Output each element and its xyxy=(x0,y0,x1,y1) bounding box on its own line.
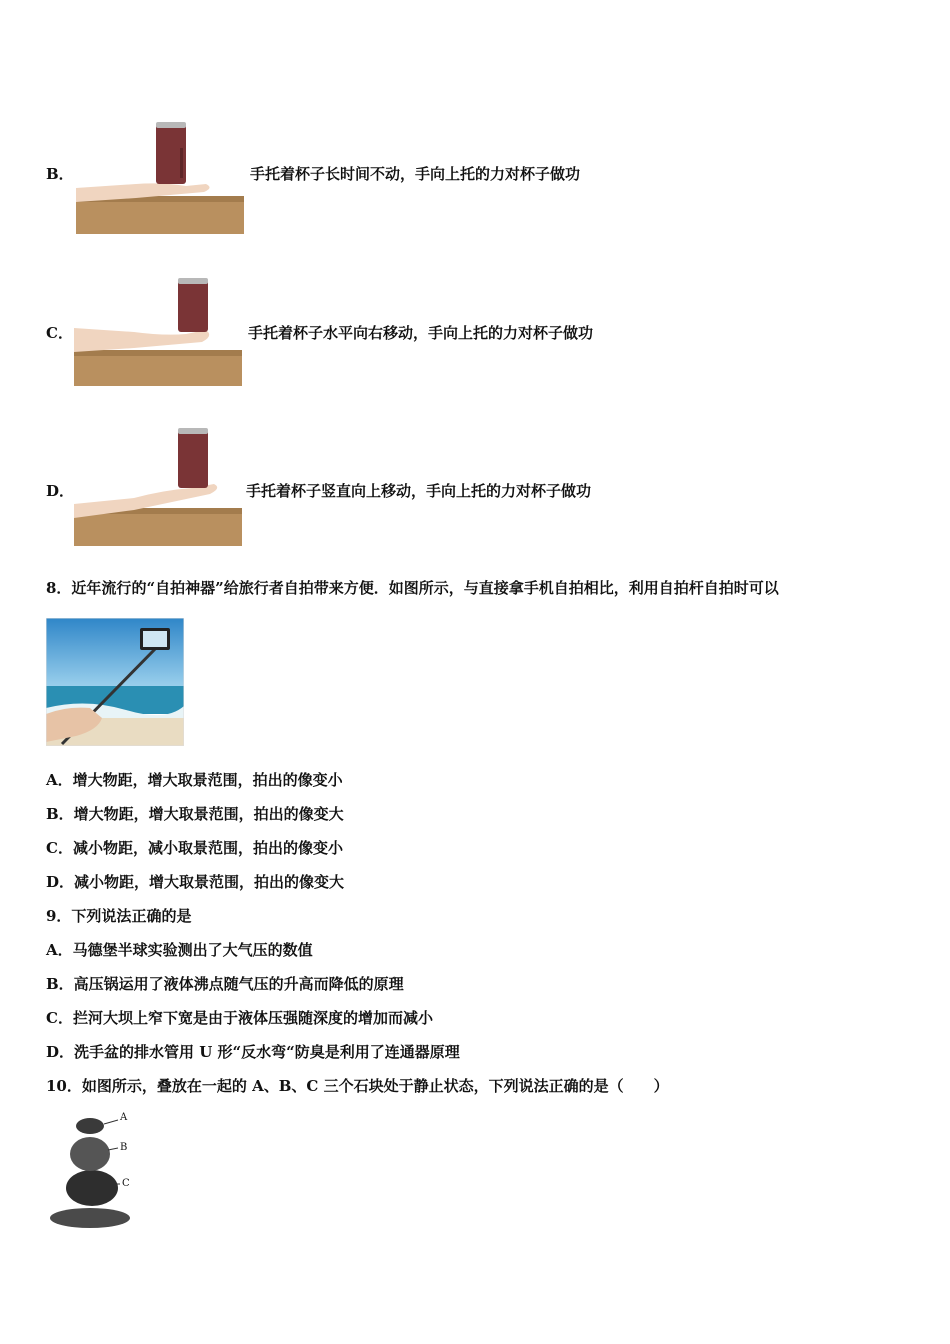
q8-option-b: B．增大物距，增大取景范围，拍出的像变大 xyxy=(46,805,344,823)
option-text: 手托着杯子水平向右移动，手向上托的力对杯子做功 xyxy=(248,324,594,342)
hand-cup-vertical-image xyxy=(74,428,244,546)
stone-label-a: A xyxy=(120,1112,128,1123)
hand-cup-still-image xyxy=(76,118,246,234)
option-text: 手托着杯子竖直向上移动，手向上托的力对杯子做功 xyxy=(246,482,592,500)
q9-option-d: D．洗手盆的排水管用 U 形“反水弯“防臭是利用了连通器原理 xyxy=(46,1043,460,1061)
q8-stem: 8．近年流行的“自拍神器”给旅行者自拍带来方便．如图所示，与直接拿手机自拍相比，利用自拍杆自拍时可以 xyxy=(46,579,779,597)
q9-option-c: C．拦河大坝上窄下宽是由于液体压强随深度的增加而减小 xyxy=(46,1009,433,1027)
hand-cup-horizontal-image xyxy=(74,276,244,386)
option-label: D． xyxy=(46,482,75,500)
q9-option-b: B．高压锅运用了液体沸点随气压的升高而降低的原理 xyxy=(46,975,404,993)
stacked-stones-image xyxy=(50,1112,140,1230)
option-label: C． xyxy=(46,324,73,342)
q10-stem: 10．如图所示，叠放在一起的 A、B、C 三个石块处于静止状态，下列说法正确的是（ ） xyxy=(46,1077,669,1095)
q8-option-a: A．增大物距，增大取景范围，拍出的像变小 xyxy=(46,771,343,789)
q9-stem: 9．下列说法正确的是 xyxy=(46,907,192,925)
stone-label-b: B xyxy=(120,1142,128,1153)
q8-option-d: D．减小物距，增大取景范围，拍出的像变大 xyxy=(46,873,345,891)
q9-option-a: A．马德堡半球实验测出了大气压的数值 xyxy=(46,941,313,959)
option-text: 手托着杯子长时间不动，手向上托的力对杯子做功 xyxy=(250,165,581,183)
selfie-stick-image xyxy=(46,618,184,746)
q8-option-c: C．减小物距，减小取景范围，拍出的像变小 xyxy=(46,839,343,857)
stacked-stones-figure xyxy=(50,1112,140,1230)
stone-label-c: C xyxy=(122,1178,130,1189)
option-label: B． xyxy=(46,165,74,183)
